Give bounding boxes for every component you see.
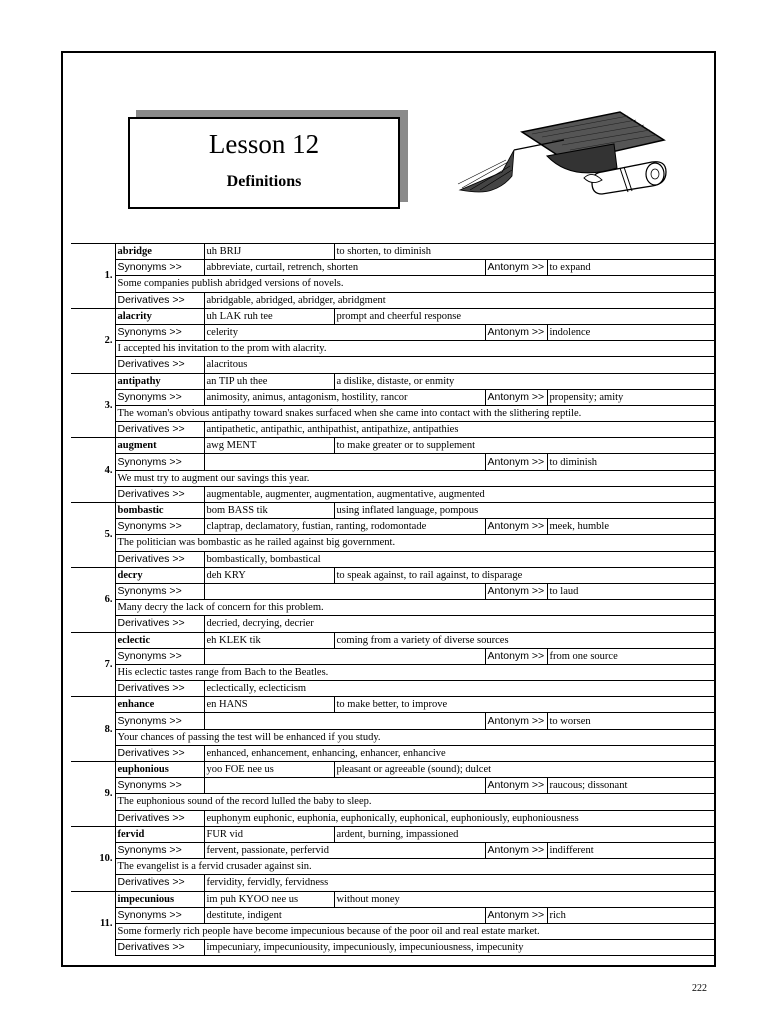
- entry-row: [71, 632, 715, 648]
- sentence-row: [71, 535, 715, 551]
- antonym-label: Antonym >>: [485, 713, 547, 729]
- entry-antonym: from one source: [547, 648, 715, 664]
- synonym-row: [71, 583, 715, 599]
- antonym-label: Antonym >>: [485, 324, 547, 340]
- antonym-label: Antonym >>: [485, 519, 547, 535]
- entry-antonym: propensity; amity: [547, 389, 715, 405]
- entry-pronunciation: an TIP uh thee: [204, 373, 334, 389]
- sentence-row: [71, 923, 715, 939]
- derivatives-row: [71, 940, 715, 956]
- sentence-row: [71, 405, 715, 421]
- derivatives-label: Derivatives >>: [115, 745, 204, 761]
- entry-derivatives: impecuniary, impecuniousity, impecuniously, impecuniousness, impecunity: [204, 940, 715, 956]
- entry-definition: to make better, to improve: [334, 697, 715, 713]
- entry-number: 2.: [71, 308, 115, 373]
- synonyms-label: Synonyms >>: [115, 583, 204, 599]
- entry-sentence: The euphonious sound of the record lulled the baby to sleep.: [115, 794, 715, 810]
- entry-row: [71, 826, 715, 842]
- antonym-label: Antonym >>: [485, 907, 547, 923]
- entry-sentence: I accepted his invitation to the prom with alacrity.: [115, 341, 715, 357]
- entry-row: [71, 373, 715, 389]
- derivatives-row: [71, 875, 715, 891]
- antonym-label: Antonym >>: [485, 778, 547, 794]
- vocabulary-table: [71, 243, 715, 956]
- entry-derivatives: euphonym euphonic, euphonia, euphonically, euphonical, euphoniously, euphoniousness: [204, 810, 715, 826]
- entry-pronunciation: eh KLEK tik: [204, 632, 334, 648]
- entry-sentence: Some formerly rich people have become impecunious because of the poor oil and real estate market.: [115, 923, 715, 939]
- entry-sentence: Some companies publish abridged versions of novels.: [115, 276, 715, 292]
- synonym-row: [71, 907, 715, 923]
- synonym-row: [71, 454, 715, 470]
- derivatives-label: Derivatives >>: [115, 681, 204, 697]
- entry-sentence: His eclectic tastes range from Bach to the Beatles.: [115, 664, 715, 680]
- entry-row: [71, 567, 715, 583]
- entry-definition: without money: [334, 891, 715, 907]
- derivatives-row: [71, 745, 715, 761]
- entry-antonym: meek, humble: [547, 519, 715, 535]
- entry-sentence: Many decry the lack of concern for this problem.: [115, 600, 715, 616]
- entry-word: alacrity: [115, 308, 204, 324]
- entry-sentence: The politician was bombastic as he railed against big government.: [115, 535, 715, 551]
- entry-definition: pleasant or agreeable (sound); dulcet: [334, 762, 715, 778]
- entry-row: [71, 762, 715, 778]
- entry-pronunciation: yoo FOE nee us: [204, 762, 334, 778]
- entry-word: eclectic: [115, 632, 204, 648]
- entry-number: 8.: [71, 697, 115, 762]
- sentence-row: [71, 470, 715, 486]
- synonyms-label: Synonyms >>: [115, 648, 204, 664]
- entry-word: antipathy: [115, 373, 204, 389]
- synonyms-label: Synonyms >>: [115, 324, 204, 340]
- entry-definition: using inflated language, pompous: [334, 503, 715, 519]
- synonyms-label: Synonyms >>: [115, 519, 204, 535]
- derivatives-row: [71, 616, 715, 632]
- entry-definition: to speak against, to rail against, to disparage: [334, 567, 715, 583]
- entry-pronunciation: en HANS: [204, 697, 334, 713]
- entry-word: enhance: [115, 697, 204, 713]
- synonyms-label: Synonyms >>: [115, 842, 204, 858]
- entry-number: 1.: [71, 244, 115, 309]
- entry-pronunciation: uh BRIJ: [204, 244, 334, 260]
- derivatives-row: [71, 486, 715, 502]
- entry-word: fervid: [115, 826, 204, 842]
- entry-number: 5.: [71, 503, 115, 568]
- synonym-row: [71, 260, 715, 276]
- derivatives-row: [71, 357, 715, 373]
- sentence-row: [71, 664, 715, 680]
- entry-definition: prompt and cheerful response: [334, 308, 715, 324]
- antonym-label: Antonym >>: [485, 842, 547, 858]
- antonym-label: Antonym >>: [485, 648, 547, 664]
- synonyms-label: Synonyms >>: [115, 713, 204, 729]
- synonyms-label: Synonyms >>: [115, 389, 204, 405]
- entry-word: abridge: [115, 244, 204, 260]
- entry-sentence: The evangelist is a fervid crusader against sin.: [115, 859, 715, 875]
- antonym-label: Antonym >>: [485, 454, 547, 470]
- entry-synonyms: celerity: [204, 324, 485, 340]
- entry-pronunciation: uh LAK ruh tee: [204, 308, 334, 324]
- synonym-row: [71, 389, 715, 405]
- entry-pronunciation: FUR vid: [204, 826, 334, 842]
- entry-definition: a dislike, distaste, or enmity: [334, 373, 715, 389]
- entry-derivatives: fervidity, fervidly, fervidness: [204, 875, 715, 891]
- entry-word: bombastic: [115, 503, 204, 519]
- entry-definition: to shorten, to diminish: [334, 244, 715, 260]
- entry-number: 4.: [71, 438, 115, 503]
- entry-synonyms: [204, 713, 485, 729]
- derivatives-label: Derivatives >>: [115, 292, 204, 308]
- sentence-row: [71, 600, 715, 616]
- entry-number: 10.: [71, 826, 115, 891]
- synonyms-label: Synonyms >>: [115, 260, 204, 276]
- entry-derivatives: alacritous: [204, 357, 715, 373]
- entry-definition: ardent, burning, impassioned: [334, 826, 715, 842]
- entry-row: [71, 308, 715, 324]
- entry-antonym: to expand: [547, 260, 715, 276]
- entry-number: 7.: [71, 632, 115, 697]
- entry-synonyms: animosity, animus, antagonism, hostility, rancor: [204, 389, 485, 405]
- entry-row: [71, 244, 715, 260]
- lesson-title: Lesson 12: [208, 129, 320, 159]
- entry-pronunciation: deh KRY: [204, 567, 334, 583]
- entry-definition: to make greater or to supplement: [334, 438, 715, 454]
- entry-sentence: The woman's obvious antipathy toward snakes surfaced when she came into contact with the slithering reptile.: [115, 405, 715, 421]
- entry-definition: coming from a variety of diverse sources: [334, 632, 715, 648]
- entry-pronunciation: bom BASS tik: [204, 503, 334, 519]
- derivatives-row: [71, 292, 715, 308]
- derivatives-label: Derivatives >>: [115, 940, 204, 956]
- entry-word: decry: [115, 567, 204, 583]
- synonym-row: [71, 713, 715, 729]
- entry-derivatives: enhanced, enhancement, enhancing, enhancer, enhancive: [204, 745, 715, 761]
- derivatives-row: [71, 810, 715, 826]
- sentence-row: [71, 276, 715, 292]
- derivatives-label: Derivatives >>: [115, 486, 204, 502]
- derivatives-row: [71, 422, 715, 438]
- antonym-label: Antonym >>: [485, 389, 547, 405]
- synonym-row: [71, 519, 715, 535]
- entry-synonyms: [204, 454, 485, 470]
- synonyms-label: Synonyms >>: [115, 778, 204, 794]
- entry-number: 11.: [71, 891, 115, 956]
- derivatives-label: Derivatives >>: [115, 422, 204, 438]
- entry-pronunciation: im puh KYOO nee us: [204, 891, 334, 907]
- sentence-row: [71, 729, 715, 745]
- entry-derivatives: abridgable, abridged, abridger, abridgment: [204, 292, 715, 308]
- entry-row: [71, 697, 715, 713]
- derivatives-label: Derivatives >>: [115, 810, 204, 826]
- entry-antonym: to laud: [547, 583, 715, 599]
- synonym-row: [71, 842, 715, 858]
- synonym-row: [71, 778, 715, 794]
- entry-pronunciation: awg MENT: [204, 438, 334, 454]
- entry-number: 6.: [71, 567, 115, 632]
- derivatives-row: [71, 681, 715, 697]
- entry-row: [71, 891, 715, 907]
- synonyms-label: Synonyms >>: [115, 454, 204, 470]
- lesson-subtitle: Definitions: [226, 173, 302, 190]
- title-box: [128, 117, 400, 209]
- entry-derivatives: bombastically, bombastical: [204, 551, 715, 567]
- entry-derivatives: eclectically, eclecticism: [204, 681, 715, 697]
- entry-synonyms: abbreviate, curtail, retrench, shorten: [204, 260, 485, 276]
- entry-derivatives: augmentable, augmenter, augmentation, augmentative, augmented: [204, 486, 715, 502]
- entry-number: 3.: [71, 373, 115, 438]
- entry-antonym: raucous; dissonant: [547, 778, 715, 794]
- synonym-row: [71, 648, 715, 664]
- entry-number: 9.: [71, 762, 115, 827]
- entry-antonym: indolence: [547, 324, 715, 340]
- entry-antonym: to worsen: [547, 713, 715, 729]
- derivatives-label: Derivatives >>: [115, 357, 204, 373]
- entry-synonyms: fervent, passionate, perfervid: [204, 842, 485, 858]
- sentence-row: [71, 859, 715, 875]
- entry-synonyms: claptrap, declamatory, fustian, ranting, rodomontade: [204, 519, 485, 535]
- derivatives-label: Derivatives >>: [115, 616, 204, 632]
- entry-word: impecunious: [115, 891, 204, 907]
- antonym-label: Antonym >>: [485, 260, 547, 276]
- entry-row: [71, 438, 715, 454]
- entry-synonyms: destitute, indigent: [204, 907, 485, 923]
- entry-word: euphonious: [115, 762, 204, 778]
- entry-sentence: We must try to augment our savings this year.: [115, 470, 715, 486]
- derivatives-row: [71, 551, 715, 567]
- entry-derivatives: decried, decrying, decrier: [204, 616, 715, 632]
- entry-row: [71, 503, 715, 519]
- entry-antonym: to diminish: [547, 454, 715, 470]
- entry-synonyms: [204, 778, 485, 794]
- derivatives-label: Derivatives >>: [115, 875, 204, 891]
- entry-word: augment: [115, 438, 204, 454]
- derivatives-label: Derivatives >>: [115, 551, 204, 567]
- entry-synonyms: [204, 583, 485, 599]
- sentence-row: [71, 341, 715, 357]
- synonyms-label: Synonyms >>: [115, 907, 204, 923]
- entry-derivatives: antipathetic, antipathic, anthipathist, antipathize, antipathies: [204, 422, 715, 438]
- antonym-label: Antonym >>: [485, 583, 547, 599]
- graduation-cap-icon: [452, 110, 678, 202]
- entry-synonyms: [204, 648, 485, 664]
- sentence-row: [71, 794, 715, 810]
- entry-sentence: Your chances of passing the test will be enhanced if you study.: [115, 729, 715, 745]
- page-number: 222: [692, 983, 707, 994]
- synonym-row: [71, 324, 715, 340]
- entry-antonym: rich: [547, 907, 715, 923]
- entry-antonym: indifferent: [547, 842, 715, 858]
